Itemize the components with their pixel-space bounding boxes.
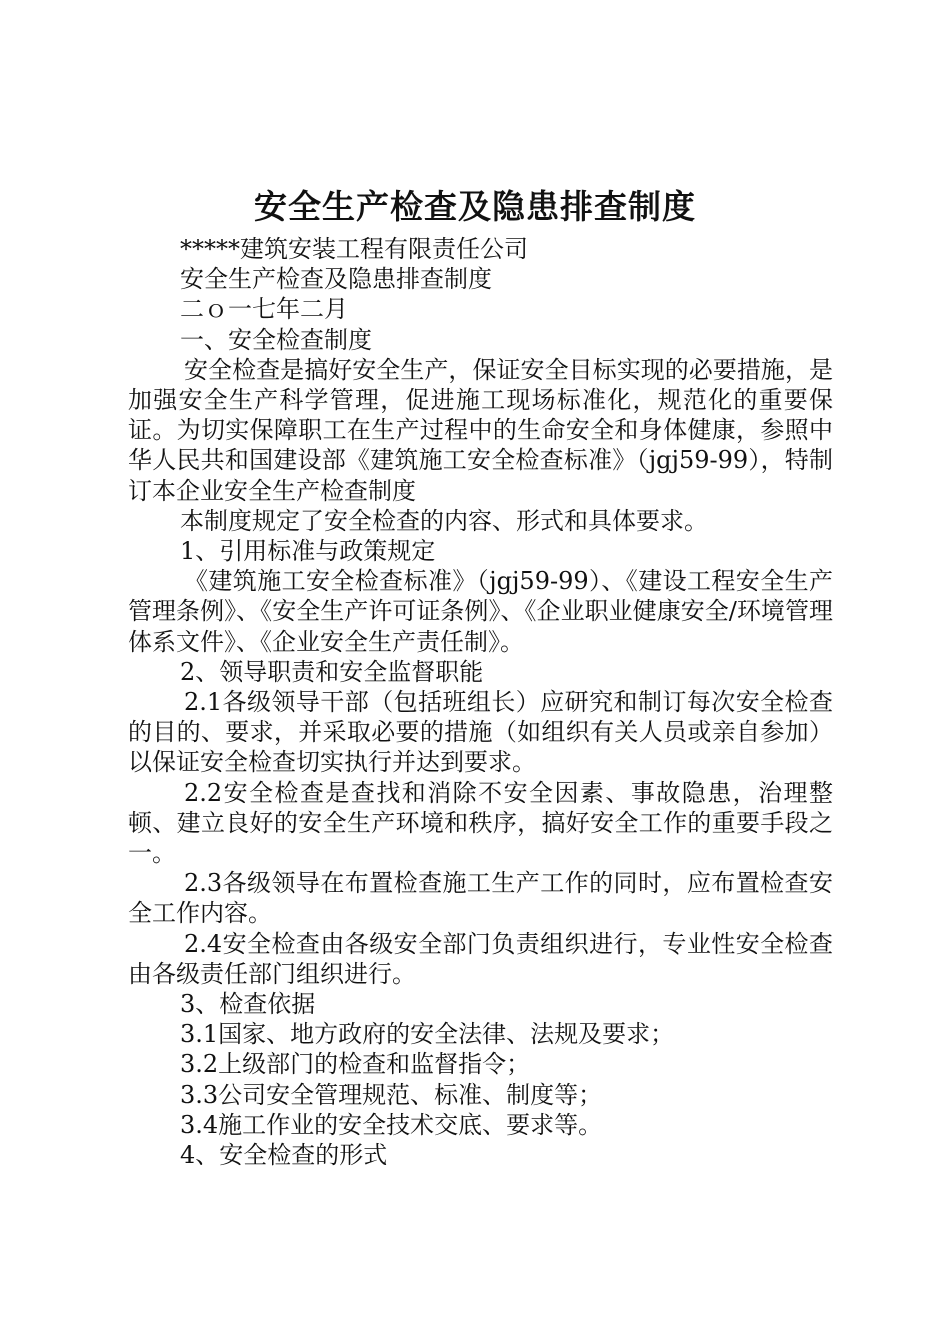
paragraph-3-3: 3.3公司安全管理规范、标准、制度等； — [180, 1080, 603, 1109]
document-body — [128, 234, 833, 1170]
section-heading-3: 3、检查依据 — [180, 990, 316, 1019]
paragraph-2-3: 2.3各级领导在布置检查施工生产工作的同时，应布置检查安全工作内容。 — [128, 869, 833, 928]
paragraph-3-2: 3.2上级部门的检查和监督指令； — [180, 1050, 531, 1079]
paragraph-date: 二ｏ一七年二月 — [180, 295, 348, 324]
paragraph-standards: 《建筑施工安全检查标准》（jgj59-99）、《建设工程安全生产管理条例》、《安全生产许可证条例》、《企业职业健康安全/环境管理体系文件》、《企业安全生产责任制》。 — [128, 567, 833, 656]
paragraph-scope: 本制度规定了安全检查的内容、形式和具体要求。 — [180, 506, 708, 535]
section-heading-1-1: 1、引用标准与政策规定 — [180, 537, 436, 566]
section-heading-2: 2、领导职责和安全监督职能 — [180, 657, 484, 686]
paragraph-intro: 安全检查是搞好安全生产，保证安全目标实现的必要措施，是加强安全生产科学管理，促进施工现场标准化，规范化的重要保证。为切实保障职工在生产过程中的生命安全和身体健康，参照中华人民共和国建设部《建筑施工安全检查标准》（jgj59-99），特制订本企业安全生产检查制度 — [128, 355, 833, 505]
paragraph-3-1: 3.1国家、地方政府的安全法律、法规及要求； — [180, 1020, 675, 1049]
section-heading-1: 一、安全检查制度 — [180, 325, 372, 354]
paragraph-2-4: 2.4安全检查由各级安全部门负责组织进行，专业性安全检查由各级责任部门组织进行。 — [128, 929, 833, 988]
document-title: 安全生产检查及隐患排查制度 — [254, 187, 696, 226]
paragraph-3-4: 3.4施工作业的安全技术交底、要求等。 — [180, 1110, 603, 1139]
paragraph-2-2: 2.2安全检查是查找和消除不安全因素、事故隐患，治理整顿、建立良好的安全生产环境和秩序，搞好安全工作的重要手段之一。 — [128, 778, 833, 868]
paragraph-company: *****建筑安装工程有限责任公司 — [180, 235, 528, 263]
paragraph-subtitle: 安全生产检查及隐患排查制度 — [180, 265, 492, 294]
section-heading-4: 4、安全检查的形式 — [180, 1141, 388, 1170]
paragraph-2-1: 2.1各级领导干部（包括班组长）应研究和制订每次安全检查的目的、要求，并采取必要的措施（如组织有关人员或亲自参加）以保证安全检查切实执行并达到要求。 — [128, 688, 833, 777]
